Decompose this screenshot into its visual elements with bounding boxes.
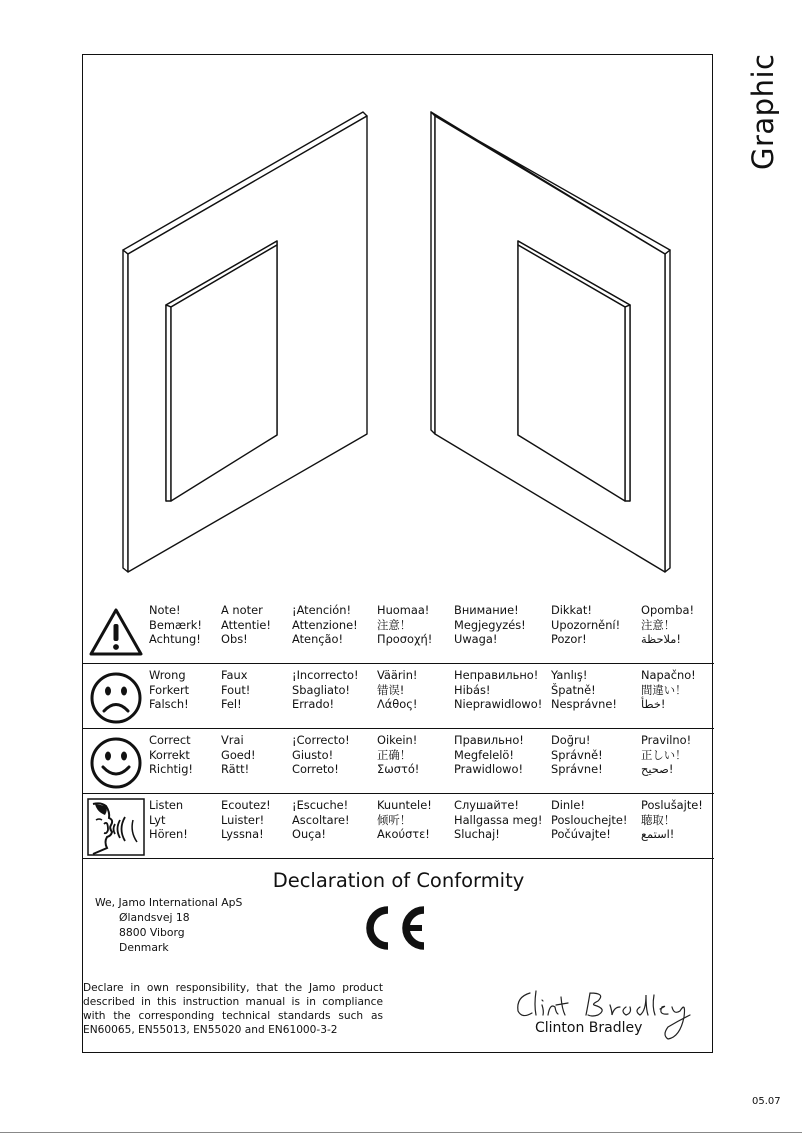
row-text: 倾听！	[377, 812, 412, 827]
row-text: Слушайте!	[454, 798, 519, 812]
row-text: 注意！	[641, 617, 676, 632]
lang-column-1	[149, 668, 189, 712]
row-text: Giusto!	[292, 747, 334, 762]
lang-column-5	[454, 798, 542, 842]
row-text: ¡Atención!	[292, 603, 352, 617]
row-text: Attentie!	[221, 617, 271, 632]
row-text: Listen	[149, 798, 184, 812]
panel-illustration	[83, 55, 714, 600]
row-text: ¡Escuche!	[292, 798, 349, 812]
listen-ear-icon	[87, 798, 145, 856]
row-text: Pozor!	[551, 632, 587, 647]
row-text: Správně!	[551, 747, 603, 762]
row-text: Sbagliato!	[292, 682, 350, 697]
row-text: Vrai	[221, 733, 244, 747]
side-label	[738, 53, 788, 170]
row-text: Ακούστε!	[377, 827, 430, 842]
document-frame	[82, 54, 713, 1053]
row-text: Megjegyzés!	[454, 617, 526, 632]
row-text: Dikkat!	[551, 603, 592, 617]
row-text: ¡Correcto!	[292, 733, 350, 747]
row-text: Falsch!	[149, 697, 189, 712]
row-text: Προσοχή!	[377, 632, 433, 647]
row-text: Attenzione!	[292, 617, 358, 632]
row-text: Ascoltare!	[292, 812, 350, 827]
row-text: Megfelelö!	[454, 747, 514, 762]
row-text: Errado!	[292, 697, 335, 712]
lang-column-1	[149, 603, 202, 647]
lang-column-2	[221, 798, 271, 842]
row-text: Kuuntele!	[377, 798, 432, 812]
row-text: Sluchaj!	[454, 827, 500, 842]
warning-row-wrong	[83, 665, 714, 729]
row-text: Fout!	[221, 682, 251, 697]
lang-column-6	[551, 798, 627, 842]
row-text: Lyt	[149, 812, 166, 827]
row-text: Внимание!	[454, 603, 519, 617]
lang-column-3	[292, 798, 350, 842]
row-text: 正确！	[377, 747, 412, 762]
row-text: Atenção!	[292, 632, 344, 647]
lang-column-4	[377, 668, 418, 712]
lang-column-6	[551, 733, 603, 777]
lang-column-2	[221, 733, 256, 777]
row-text: Rätt!	[221, 762, 250, 777]
row-text: Počúvajte!	[551, 827, 611, 842]
warning-row-note	[83, 600, 714, 664]
lang-column-1	[149, 798, 188, 842]
row-text: Hören!	[149, 827, 188, 842]
row-text: Correct	[149, 733, 191, 747]
row-text: Poslušajte!	[641, 798, 703, 812]
row-text: Prawidlowo!	[454, 762, 524, 777]
bottom-rule	[0, 1132, 802, 1133]
row-text: Pravilno!	[641, 733, 692, 747]
row-text: Hallgassa meg!	[454, 812, 543, 827]
ce-mark-icon	[360, 904, 430, 952]
happy-face-icon	[87, 733, 145, 791]
row-text: ¡Incorrecto!	[292, 668, 359, 682]
row-text: Nieprawidlowo!	[454, 697, 543, 712]
row-text: A noter	[221, 603, 263, 617]
row-text: Wrong	[149, 668, 186, 682]
row-text: Ecoutez!	[221, 798, 271, 812]
lang-column-6	[551, 668, 617, 712]
row-text: Неправильно!	[454, 668, 539, 682]
lang-column-5	[454, 733, 524, 777]
statement-text: Declare in own responsibility, that the Jamo product described in this instruction manual is in compliance with the corresponding technical standards such as EN60065, EN55013, EN55020 and EN61000-3-2	[83, 982, 383, 1036]
sad-face-icon	[87, 668, 145, 726]
row-text: ملاحظة!	[641, 632, 681, 647]
row-text: Hibás!	[454, 682, 491, 697]
lang-column-7	[641, 668, 696, 712]
row-text: 間違い！	[641, 682, 687, 697]
row-text: Note!	[149, 603, 181, 617]
row-text: Nesprávne!	[551, 697, 617, 712]
row-text: Richtig!	[149, 762, 193, 777]
row-text: Λάθος!	[377, 697, 418, 712]
warning-row-listen	[83, 795, 714, 859]
row-text: 错误!	[377, 682, 405, 697]
side-label-text: Graphic	[746, 53, 780, 170]
row-text: Bemærk!	[149, 617, 202, 632]
row-text: Upozornění!	[551, 617, 621, 632]
row-text: Špatně!	[551, 682, 596, 697]
row-text: Korrekt	[149, 747, 190, 762]
page-number: 05.07	[752, 1096, 781, 1107]
warning-row-correct	[83, 730, 714, 794]
row-text: Ouça!	[292, 827, 326, 842]
lang-column-6	[551, 603, 620, 647]
row-text: 聴取！	[641, 812, 676, 827]
lang-column-4	[377, 733, 419, 777]
row-text: Uwaga!	[454, 632, 498, 647]
row-text: استمع!	[641, 827, 675, 842]
address-street: Ølandsvej 18	[119, 911, 190, 924]
row-text: Правильно!	[454, 733, 524, 747]
row-text: Yanlış!	[551, 668, 588, 682]
row-text: Lyssna!	[221, 827, 264, 842]
lang-column-4	[377, 798, 432, 842]
row-text: Luister!	[221, 812, 265, 827]
signatory-name: Clinton Bradley	[535, 1020, 643, 1036]
row-text: Achtung!	[149, 632, 201, 647]
row-text: صحيح!	[641, 762, 674, 777]
row-text: Poslouchejte!	[551, 812, 628, 827]
lang-column-3	[292, 668, 359, 712]
row-text: Obs!	[221, 632, 248, 647]
lang-column-2	[221, 603, 271, 647]
lang-column-7	[641, 733, 691, 777]
row-text: Opomba!	[641, 603, 695, 617]
lang-column-5	[454, 668, 542, 712]
lang-column-3	[292, 603, 358, 647]
row-text: Správne!	[551, 762, 603, 777]
row-text: Doğru!	[551, 733, 591, 747]
row-text: Napačno!	[641, 668, 696, 682]
declaration-title: Declaration of Conformity	[272, 869, 525, 892]
row-text: Fel!	[221, 697, 242, 712]
lang-column-7	[641, 798, 703, 842]
row-text: Oikein!	[377, 733, 418, 747]
row-text: Forkert	[149, 682, 190, 697]
row-text: Dinle!	[551, 798, 585, 812]
row-text: Huomaa!	[377, 603, 430, 617]
lang-column-7	[641, 603, 694, 647]
lang-column-3	[292, 733, 350, 777]
company-address	[95, 895, 242, 955]
row-text: Correto!	[292, 762, 339, 777]
row-text: Goed!	[221, 747, 256, 762]
row-text: Väärin!	[377, 668, 418, 682]
row-text: Σωστό!	[377, 762, 420, 777]
address-country: Denmark	[119, 941, 169, 954]
address-city: 8800 Viborg	[119, 926, 185, 939]
row-text: 正しい！	[641, 747, 687, 762]
row-text: 注意！	[377, 617, 412, 632]
row-text: خطأ!	[641, 697, 666, 712]
company-name: We, Jamo International ApS	[95, 896, 243, 909]
lang-column-4	[377, 603, 432, 647]
warning-triangle-icon	[87, 603, 145, 661]
lang-column-1	[149, 733, 193, 777]
lang-column-2	[221, 668, 250, 712]
lang-column-5	[454, 603, 526, 647]
row-text: Faux	[221, 668, 248, 682]
declaration-statement	[83, 981, 383, 1037]
